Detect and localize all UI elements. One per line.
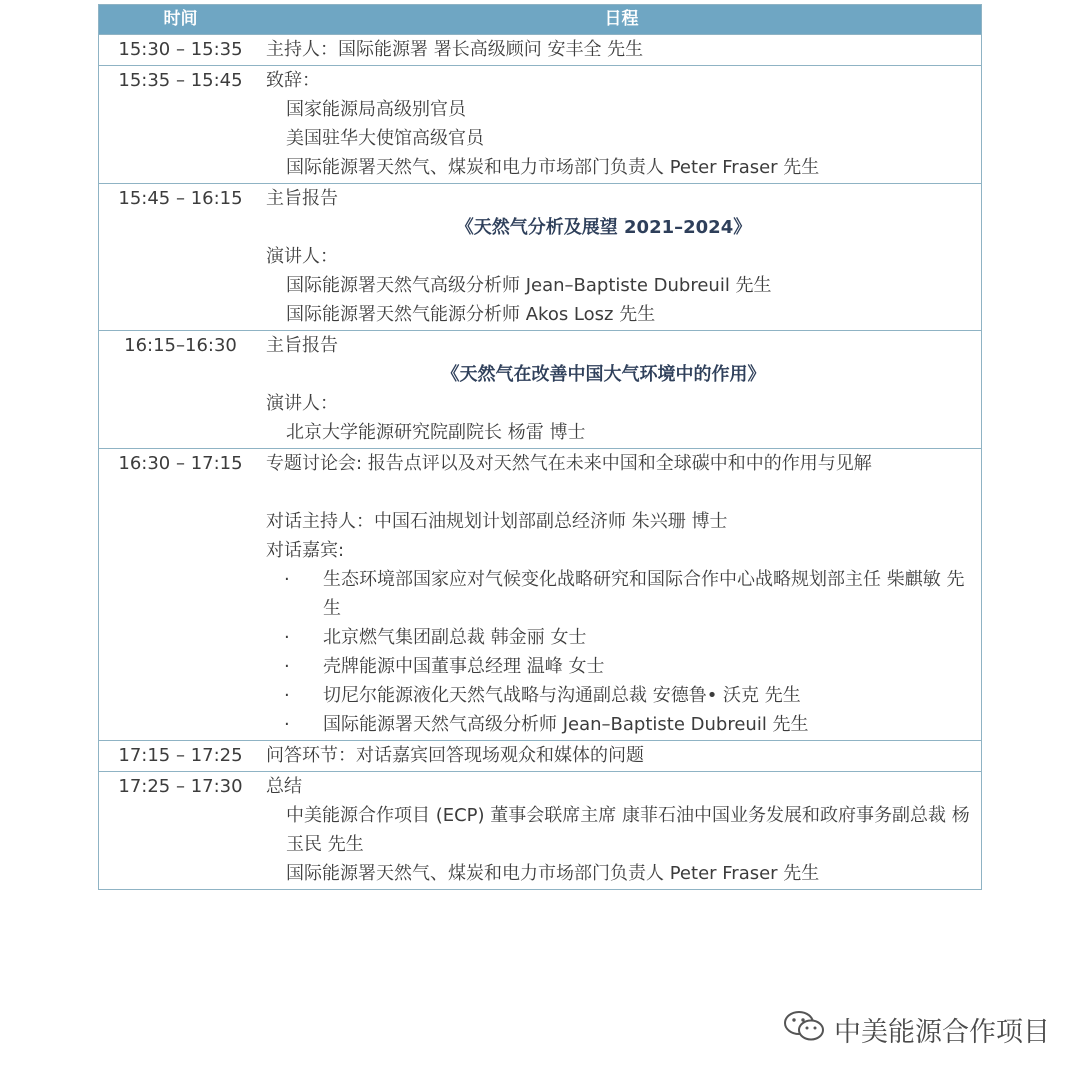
qa-line: 问答环节：对话嘉宾回答现场观众和媒体的问题 xyxy=(266,745,644,766)
guest-item xyxy=(266,623,981,652)
bullet-icon: · xyxy=(284,569,290,590)
watermark xyxy=(782,1008,1050,1051)
guest-text: 生态环境部国家应对气候变化战略研究和国际合作中心战略规划部主任 柴麒敏 先生 xyxy=(323,569,965,619)
row-content xyxy=(262,449,981,739)
panel-host: 对话主持人：中国石油规划计划部副总经济师 朱兴珊 博士 xyxy=(266,511,728,532)
row-content xyxy=(262,184,981,329)
table-row xyxy=(99,771,981,889)
spacer xyxy=(266,478,981,507)
bullet-icon: · xyxy=(284,714,290,735)
bullet-icon: · xyxy=(284,627,290,648)
speaker-item: 国际能源署天然气能源分析师 Akos Losz 先生 xyxy=(286,304,656,325)
header-schedule: 日程 xyxy=(604,9,639,29)
watermark-text: 中美能源合作项目 xyxy=(834,1017,1050,1048)
row-time: 17:15 – 17:25 xyxy=(118,745,243,766)
row-time: 16:15–16:30 xyxy=(124,335,237,356)
section-title: 致辞： xyxy=(266,70,320,91)
speaker-item: 国际能源署天然气、煤炭和电力市场部门负责人 Peter Fraser 先生 xyxy=(286,863,820,884)
guest-text: 壳牌能源中国董事总经理 温峰 女士 xyxy=(323,656,605,677)
report-title: 《天然气分析及展望 2021–2024》 xyxy=(455,217,752,238)
guest-text: 切尼尔能源液化天然气战略与沟通副总裁 安德鲁• 沃克 先生 xyxy=(323,685,801,706)
table-row xyxy=(99,740,981,771)
bullet-icon: · xyxy=(284,656,290,677)
agenda-table xyxy=(98,4,982,890)
table-row xyxy=(99,34,981,65)
section-title: 总结 xyxy=(266,776,302,797)
guest-text: 北京燃气集团副总裁 韩金丽 女士 xyxy=(323,627,587,648)
speaker-item: 美国驻华大使馆高级官员 xyxy=(286,128,484,149)
section-title: 主旨报告 xyxy=(266,188,338,209)
speaker-label: 演讲人： xyxy=(266,246,338,267)
speaker-item: 国际能源署天然气、煤炭和电力市场部门负责人 Peter Fraser 先生 xyxy=(286,157,820,178)
speaker-item: 国家能源局高级别官员 xyxy=(286,99,466,120)
guest-item xyxy=(266,681,981,710)
table-row xyxy=(99,448,981,740)
row-content xyxy=(262,772,981,888)
row-time: 17:25 – 17:30 xyxy=(118,776,243,797)
speaker-item: 北京大学能源研究院副院长 杨雷 博士 xyxy=(286,422,586,443)
row-content xyxy=(262,35,981,64)
table-row xyxy=(99,330,981,448)
guest-item xyxy=(266,652,981,681)
row-content xyxy=(262,66,981,182)
guests-label: 对话嘉宾: xyxy=(266,540,345,561)
table-row xyxy=(99,183,981,330)
row-time: 15:30 – 15:35 xyxy=(118,39,243,60)
report-title: 《天然气在改善中国大气环境中的作用》 xyxy=(441,364,766,385)
row-time: 16:30 – 17:15 xyxy=(118,453,243,474)
row-content xyxy=(262,331,981,447)
speaker-item: 国际能源署天然气高级分析师 Jean–Baptiste Dubreuil 先生 xyxy=(286,275,772,296)
guest-item xyxy=(266,565,981,623)
section-title: 主旨报告 xyxy=(266,335,338,356)
bullet-icon: · xyxy=(284,685,290,706)
section-title: 专题讨论会: 报告点评以及对天然气在未来中国和全球碳中和中的作用与见解 xyxy=(266,453,872,474)
guest-item xyxy=(266,710,981,739)
speaker-item: 中美能源合作项目 (ECP) 董事会联席主席 康菲石油中国业务发展和政府事务副总裁 杨玉民 先生 xyxy=(286,805,970,855)
table-header xyxy=(99,5,981,34)
guest-text: 国际能源署天然气高级分析师 Jean–Baptiste Dubreuil 先生 xyxy=(323,714,809,735)
row-time: 15:45 – 16:15 xyxy=(118,188,243,209)
wechat-icon xyxy=(782,1008,834,1051)
table-row xyxy=(99,65,981,183)
row-content xyxy=(262,741,981,770)
host-line: 主持人：国际能源署 署长高级顾问 安丰全 先生 xyxy=(266,39,644,60)
speaker-label: 演讲人： xyxy=(266,393,338,414)
row-time: 15:35 – 15:45 xyxy=(118,70,243,91)
header-time: 时间 xyxy=(163,9,198,29)
